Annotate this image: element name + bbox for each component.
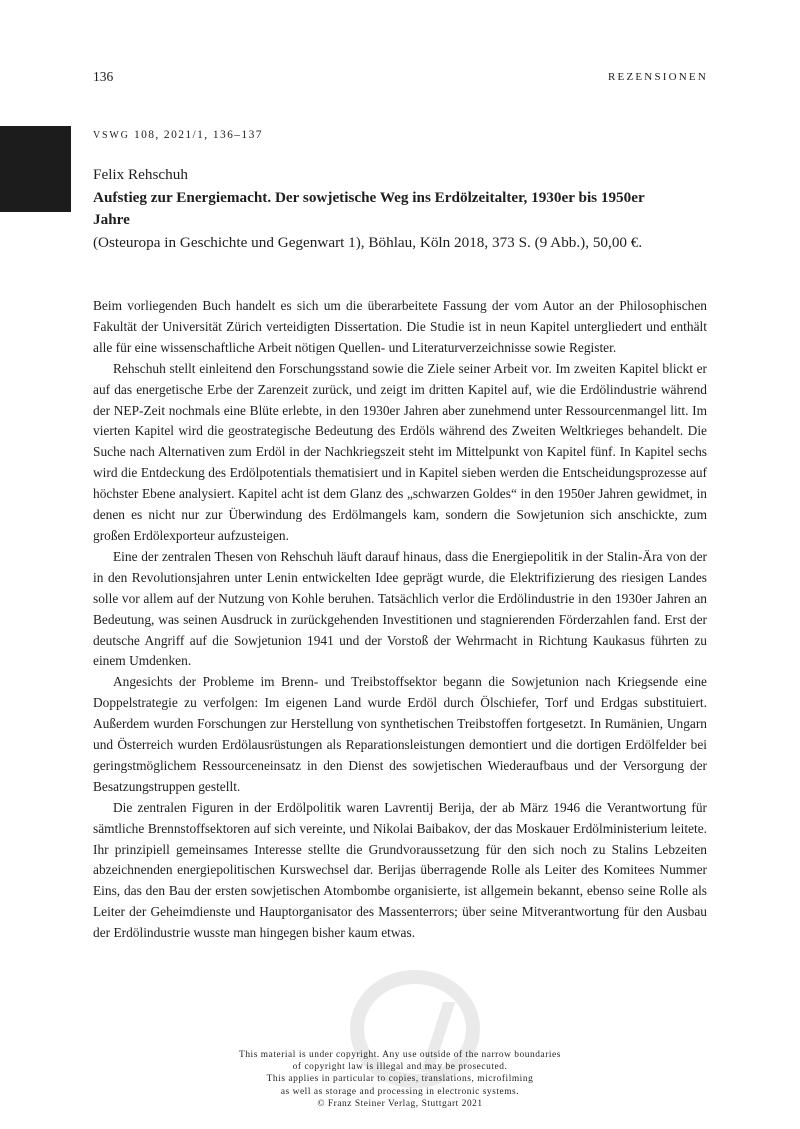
running-header <box>93 69 708 85</box>
paragraph: Rehschuh stellt einleitend den Forschungsstand sowie die Ziele seiner Arbeit vor. Im zweiten Kapitel blickt er auf das energetische Erbe der Zarenzeit zurück, und zeigt im dritten Kapitel auf, wie die Erdölindustrie während der NEP-Zeit nochmals eine Blüte erlebte, in den 1930er Jahren aber zunehmend unter Ressourcenmangel litt. Im vierten Kapitel wird die geostrategische Bedeutung des Erdöls während des Zweiten Weltkrieges behandelt. Die Suche nach Alternativen zum Erdöl in der Nachkriegszeit steht im Mittelpunkt von Kapitel fünf. In Kapitel sechs wird die Entdeckung des Erdölpotentials thematisiert und in Kapitel sieben werden die Entscheidungsprozesse auf höchster Ebene analysiert. Kapitel acht ist dem Glanz des „schwarzen Goldes“ in den 1950er Jahren gewidmet, in denen es nicht nur zur Überwindung des Erdölmangels kam, sondern die Sowjetunion sich anschickte, zum großen Erdölexporteur aufzusteigen. <box>93 360 707 543</box>
copyright-line: of copyright law is illegal and may be prosecuted. <box>292 1062 508 1073</box>
side-tab-marker <box>0 126 71 212</box>
journal-citation <box>93 129 263 141</box>
journal-abbrev: VSWG <box>93 130 130 141</box>
page-number: 136 <box>93 69 114 84</box>
copyright-notice <box>200 1049 600 1110</box>
book-title: Aufstieg zur Energiemacht. Der sowjetische Weg ins Erdölzeitalter, 1930er bis 1950er Jahre <box>93 188 645 229</box>
copyright-line: as well as storage and processing in electronic systems. <box>280 1086 520 1097</box>
citation-details: 108, 2021/1, 136–137 <box>133 129 263 141</box>
section-title: REZENSIONEN <box>608 71 708 83</box>
copyright-line: © Franz Steiner Verlag, Stuttgart 2021 <box>317 1098 483 1109</box>
book-info <box>93 164 683 254</box>
review-body <box>93 296 707 944</box>
book-publication: (Osteuropa in Geschichte und Gegenwart 1), Böhlau, Köln 2018, 373 S. (9 Abb.), 50,00 €. <box>93 233 643 251</box>
copyright-line: This material is under copyright. Any use outside of the narrow boundaries <box>239 1050 561 1060</box>
paragraph: Eine der zentralen Thesen von Rehschuh läuft darauf hinaus, dass die Energiepolitik in der Stalin-Ära von der in den Revolutionsjahren unter Lenin entwickelten Idee geprägt wurde, die Elektrifizierung des riesigen Landes solle vor allem auf der Nutzung von Kohle beruhen. Tatsächlich verlor die Erdölindustrie in den 1930er Jahren an Bedeutung, was seinen Ausdruck in zurückgehenden Investitionen und stagnierenden Förderzahlen fand. Erst der deutsche Angriff auf die Sowjetunion 1941 und der Vorstoß der Wehrmacht in Richtung Kaukasus führten zu einem Umdenken. <box>93 548 707 669</box>
paragraph: Die zentralen Figuren in der Erdölpolitik waren Lavrentij Berija, der ab März 1946 die Verantwortung für sämtliche Brennstoffsektoren auf sich vereinte, und Nikolai Baibakov, der das Moskauer Erdölministerium leitete. Ihr prinzipiell gemeinsames Interesse stellte die Grundvoraussetzung für den sich noch zu Stalins Lebzeiten abzeichnenden energiepolitischen Kurswechsel dar. Berijas überragende Rolle als Leiter des Komitees Nummer Eins, das den Bau der ersten sowjetischen Atombombe organisierte, ist allgemein bekannt, ebenso seine Rolle als Leiter der Geheimdienste und Hauptorganisator des Massenterrors; über seine Mitverantwortung für den Ausbau der Erdölindustrie wusste man hingegen bisher kaum etwas. <box>93 799 707 941</box>
paragraph: Angesichts der Probleme im Brenn- und Treibstoffsektor begann die Sowjetunion nach Kriegsende eine Doppelstrategie zu verfolgen: Im eigenen Land wurde Erdöl durch Ölschiefer, Torf und Erdgas substituiert. Außerdem wurden Forschungen zur Herstellung von synthetischen Treibstoffen fortgesetzt. In Rumänien, Ungarn und Österreich wurden Erdölausrüstungen als Reparationsleistungen demontiert und die dortigen Erdölfelder bei geringstmöglichem Ressourceneinsatz in den Dienst des sowjetischen Wiederaufbaus und der Versorgung der Besatzungstruppen gestellt. <box>93 674 707 794</box>
book-author: Felix Rehschuh <box>93 166 188 183</box>
paragraph: Beim vorliegenden Buch handelt es sich um die überarbeitete Fassung der vom Autor an der Philosophischen Fakultät der Universität Zürich verteidigten Dissertation. Die Studie ist in neun Kapitel untergliedert und enthält alle für eine wissenschaftliche Arbeit nötigen Quellen- und Literaturverzeichnisse sowie Register. <box>93 298 707 355</box>
copyright-line: This applies in particular to copies, translations, microfilming <box>266 1074 534 1085</box>
